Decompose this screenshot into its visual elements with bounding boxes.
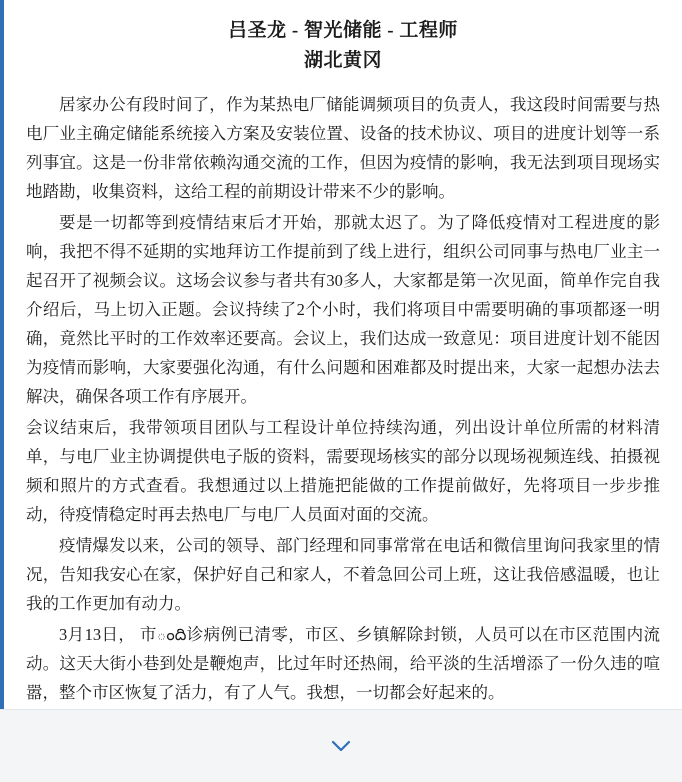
page-title: 吕圣龙 - 智光储能 - 工程师 [228, 20, 458, 41]
body-paragraph-2: 要是一切都等到疫情结束后才开始，那就太迟了。为了降低疫情对工程进度的影响，我把不得不延期的实地拜访工作提前到了线上进行，组织公司同事与热电厂业主一起召开了视频会议。这场会议参与者共有30多人，大家都是第一次见面，简单作完自我介绍后，马上切入正题。会议持续了2个小时，我们将项目中需要明确的事项都逐一明确，竟然比平时的工作效率还要高。会议上，我们达成一致意见：项目进度计划不能因为疫情而影响，大家要强化沟通，有什么问题和困难都及时提出来，大家一起想办法去解决，确保各项工作有序展开。 [26, 213, 660, 406]
document-header [26, 16, 660, 76]
page-subtitle: 湖北黄冈 [303, 50, 382, 71]
body-paragraph-5: 3月13日， 市ంది诊病例已清零，市区、乡镇解除封锁，人员可以在市区范围内流动。这天大街小巷到处是鞭炮声，比过年时还热闹，给平淡的生活增添了一份久违的喧嚣，整个市区恢复了活力，有了人气。我想，一切都会好起来的。 [26, 625, 660, 702]
body-paragraph-3: 会议结束后，我带领项目团队与工程设计单位持续沟通，列出设计单位所需的材料清单，与电厂业主协调提供电子版的资料，需要现场核实的部分以现场视频连线、拍摄视频和照片的方式查看。我想通过以上措施把能做的工作提前做好，先将项目一步步推动，待疫情稳定时再去热电厂与电厂人员面对面的交流。 [26, 418, 660, 524]
body-paragraph-4: 疫情爆发以来，公司的领导、部门经理和同事常常在电话和微信里询问我家里的情况，告知我安心在家，保护好自己和家人，不着急回公司上班，这让我倍感温暖，也让我的工作更加有动力。 [26, 536, 660, 613]
body-paragraph-1: 居家办公有段时间了，作为某热电厂储能调频项目的负责人，我这段时间需要与热电厂业主确定储能系统接入方案及安装位置、设备的技术协议、项目的进度计划等一系列事宜。这是一份非常依赖沟通交流的工作，但因为疫情的影响，我无法到项目现场实地踏勘，收集资料，这给工程的前期设计带来不少的影响。 [26, 95, 660, 201]
chevron-down-icon[interactable] [328, 733, 354, 759]
document-content [4, 0, 682, 782]
scroll-down-bar[interactable] [0, 709, 682, 782]
